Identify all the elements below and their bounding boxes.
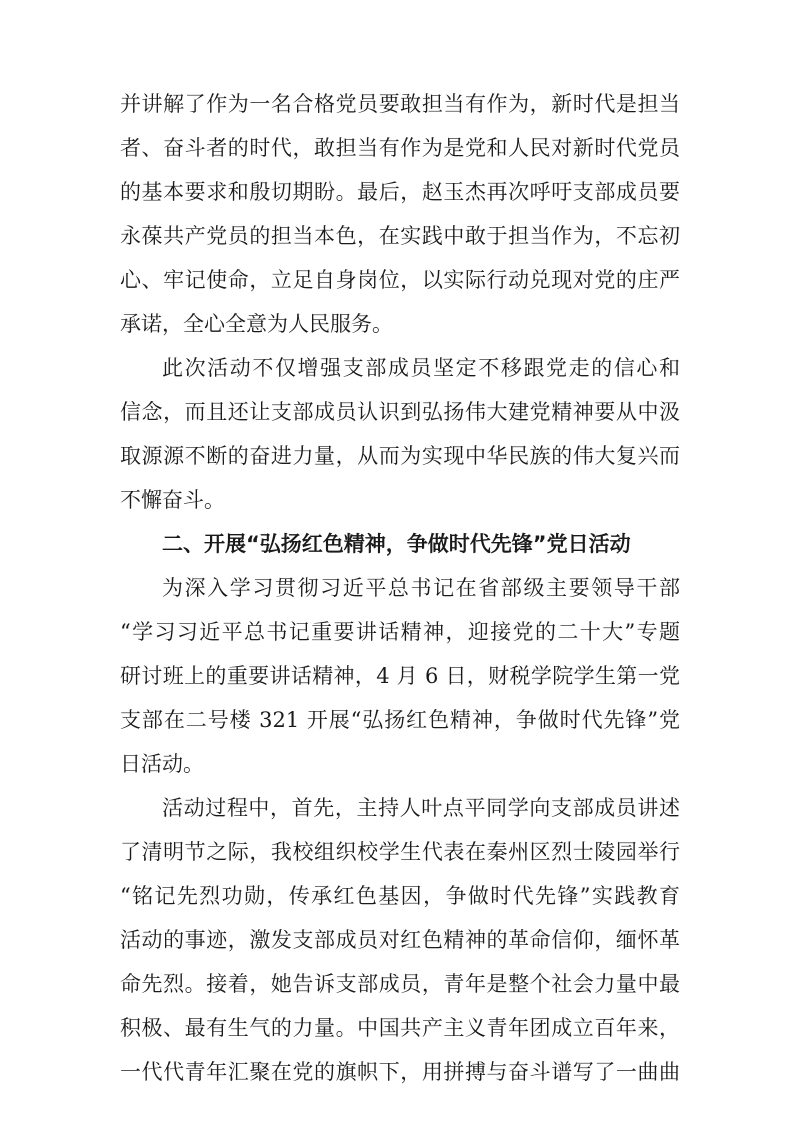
paragraph-line: 一代代青年汇聚在党的旗帜下，用拼搏与奋斗谱写了一曲曲 xyxy=(120,1060,680,1084)
paragraph-line: 了清明节之际，我校组织校学生代表在秦州区烈士陵园举行 xyxy=(120,840,680,864)
paragraph-line: 积极、最有生气的力量。中国共产主义青年团成立百年来， xyxy=(120,1016,680,1040)
paragraph-line: “铭记先烈功勋，传承红色基因，争做时代先锋”实践教育 xyxy=(120,884,680,908)
paragraph-line: 取源源不断的奋进力量，从而为实现中华民族的伟大复兴而 xyxy=(120,444,680,468)
paragraph-line: 的基本要求和殷切期盼。最后，赵玉杰再次呼吁支部成员要 xyxy=(120,180,680,204)
paragraph-line: 信念，而且还让支部成员认识到弘扬伟大建党精神要从中汲 xyxy=(120,400,680,424)
paragraph-line: 研讨班上的重要讲话精神，4 月 6 日，财税学院学生第一党 xyxy=(120,664,680,688)
paragraph-line: 并讲解了作为一名合格党员要敢担当有作为，新时代是担当 xyxy=(120,92,680,116)
paragraph-line: 为深入学习贯彻习近平总书记在省部级主要领导干部 xyxy=(162,576,680,600)
paragraph-line: 心、牢记使命，立足自身岗位，以实际行动兑现对党的庄严 xyxy=(120,268,680,292)
paragraph-line: 命先烈。接着，她告诉支部成员，青年是整个社会力量中最 xyxy=(120,972,680,996)
paragraph-line: 此次活动不仅增强支部成员坚定不移跟党走的信心和 xyxy=(162,356,680,380)
section-heading: 二、开展“弘扬红色精神，争做时代先锋”党日活动 xyxy=(162,532,631,556)
paragraph-line: 永葆共产党员的担当本色，在实践中敢于担当作为，不忘初 xyxy=(120,224,680,248)
paragraph-line: 不懈奋斗。 xyxy=(120,488,225,512)
paragraph-line: 者、奋斗者的时代，敢担当有作为是党和人民对新时代党员 xyxy=(120,136,680,160)
paragraph-line: 活动的事迹，激发支部成员对红色精神的革命信仰，缅怀革 xyxy=(120,928,680,952)
paragraph-line: 日活动。 xyxy=(120,752,204,776)
paragraph-line: “学习习近平总书记重要讲话精神，迎接党的二十大”专题 xyxy=(120,620,680,644)
paragraph-line: 承诺，全心全意为人民服务。 xyxy=(120,312,393,336)
paragraph-line: 支部在二号楼 321 开展“弘扬红色精神，争做时代先锋”党 xyxy=(120,708,680,732)
paragraph-line: 活动过程中，首先，主持人叶点平同学向支部成员讲述 xyxy=(162,796,680,820)
